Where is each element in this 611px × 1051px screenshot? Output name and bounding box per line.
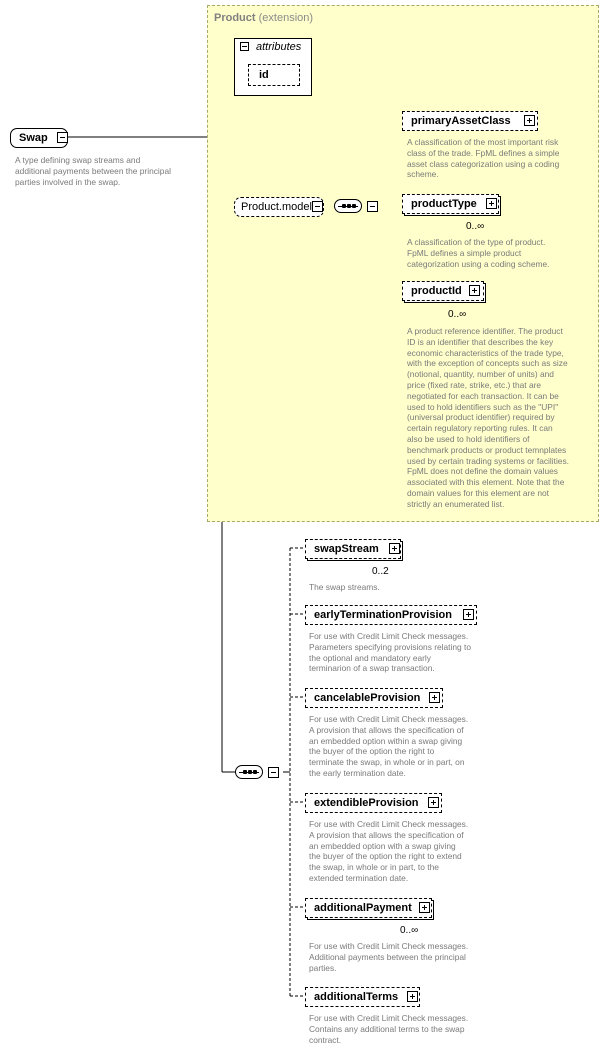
expand-icon[interactable] bbox=[469, 285, 480, 296]
expand-icon[interactable] bbox=[419, 902, 430, 913]
swap-stream-description: The swap streams. bbox=[309, 582, 380, 592]
expand-icon[interactable] bbox=[463, 609, 474, 620]
early-termination-provision-description: For use with Credit Limit Check messages. Parameters specifying provisions relating to the optional and mandatory early terminarion of a swap transaction. bbox=[309, 631, 471, 674]
additional-terms-description: For use with Credit Limit Check messages. Contains any additional terms to the swap contract. bbox=[309, 1013, 469, 1045]
element-label: cancelableProvision bbox=[314, 692, 421, 704]
additional-payment-cardinality: 0..∞ bbox=[400, 925, 419, 936]
element-primary-asset-class[interactable] bbox=[402, 111, 538, 131]
product-type-cardinality: 0..∞ bbox=[466, 221, 485, 232]
swap-collapse-icon[interactable] bbox=[57, 132, 68, 143]
element-early-termination-provision[interactable] bbox=[305, 605, 477, 625]
swap-sequence-collapse-icon[interactable] bbox=[268, 767, 279, 778]
expand-icon[interactable] bbox=[389, 543, 400, 554]
primary-asset-class-description: A classification of the most important risk class of the trade. FpML defines a simple asset class categorization using a coding scheme. bbox=[407, 137, 560, 180]
product-model-group[interactable] bbox=[234, 197, 324, 217]
element-label: productId bbox=[411, 285, 462, 297]
swap-stream-cardinality: 0..2 bbox=[372, 566, 389, 577]
element-extendible-provision[interactable] bbox=[305, 793, 442, 813]
extension-name: Product bbox=[214, 12, 256, 24]
extension-suffix: (extension) bbox=[258, 12, 314, 24]
element-label: extendibleProvision bbox=[314, 797, 419, 809]
element-label: additionalTerms bbox=[314, 991, 399, 1003]
swap-root-label: Swap bbox=[19, 132, 48, 144]
element-product-type[interactable] bbox=[402, 194, 499, 214]
product-model-collapse-icon[interactable] bbox=[312, 201, 323, 212]
additional-payment-description: For use with Credit Limit Check messages. Additional payments between the principal parties. bbox=[309, 941, 469, 973]
element-label: primaryAssetClass bbox=[411, 115, 511, 127]
element-label: swapStream bbox=[314, 543, 379, 555]
element-cancelable-provision[interactable] bbox=[305, 688, 443, 708]
product-sequence-compositor bbox=[334, 199, 362, 213]
expand-icon[interactable] bbox=[524, 115, 535, 126]
swap-sequence-compositor bbox=[235, 765, 263, 779]
extendible-provision-description: For use with Credit Limit Check messages. A provision that allows the specification of an embedded option with a swap giving the buyer of the option the right to extend the swap, in whole or in part, to the extended termination date. bbox=[309, 819, 469, 883]
expand-icon[interactable] bbox=[429, 692, 440, 703]
extension-title bbox=[214, 12, 313, 24]
product-sequence-collapse-icon[interactable] bbox=[367, 201, 378, 212]
element-label: earlyTerminationProvision bbox=[314, 609, 452, 621]
expand-icon[interactable] bbox=[428, 797, 439, 808]
product-id-description: A product reference identifier. The product ID is an identifier that describes the key economic characteristics of the trade type, with the exception of concepts such as size (notional, quantity, number of units) and price (fixed rate, strike, etc.) that are negotiated for each transaction. It can be used to hold identifiers such as the "UPI" (universal product identifier) required by certain regulatory reporting rules. It can also be used to hold identifiers of benchmark products or product temnplates used by certain trading systems or facilities. FpML does not define the domain values associated with this element. Note that the domain values for this element are not strictly an enumerated list. bbox=[407, 326, 569, 509]
element-additional-terms[interactable] bbox=[305, 987, 420, 1007]
element-label: additionalPayment bbox=[314, 902, 412, 914]
element-additional-payment[interactable] bbox=[305, 898, 432, 918]
element-swap-stream[interactable] bbox=[305, 539, 401, 559]
element-label: productType bbox=[411, 198, 477, 210]
attributes-label: attributes bbox=[256, 41, 302, 53]
product-id-cardinality: 0..∞ bbox=[448, 309, 467, 320]
expand-icon[interactable] bbox=[407, 991, 418, 1002]
swap-description: A type defining swap streams and additional payments between the principal parties involved in the swap. bbox=[15, 155, 171, 187]
product-model-label: Product.model bbox=[241, 201, 312, 213]
product-type-description: A classification of the type of product. FpML defines a simple product categorization using a coding scheme. bbox=[407, 237, 550, 269]
expand-icon[interactable] bbox=[486, 198, 497, 209]
cancelable-provision-description: For use with Credit Limit Check messages. A provision that allows the specification of an embedded option within a swap giving the buyer of the option the right to terminate the swap, in whole or in part, on the early termination date. bbox=[309, 714, 469, 778]
attribute-id[interactable]: id bbox=[248, 64, 300, 86]
attributes-collapse-icon[interactable] bbox=[240, 42, 249, 51]
